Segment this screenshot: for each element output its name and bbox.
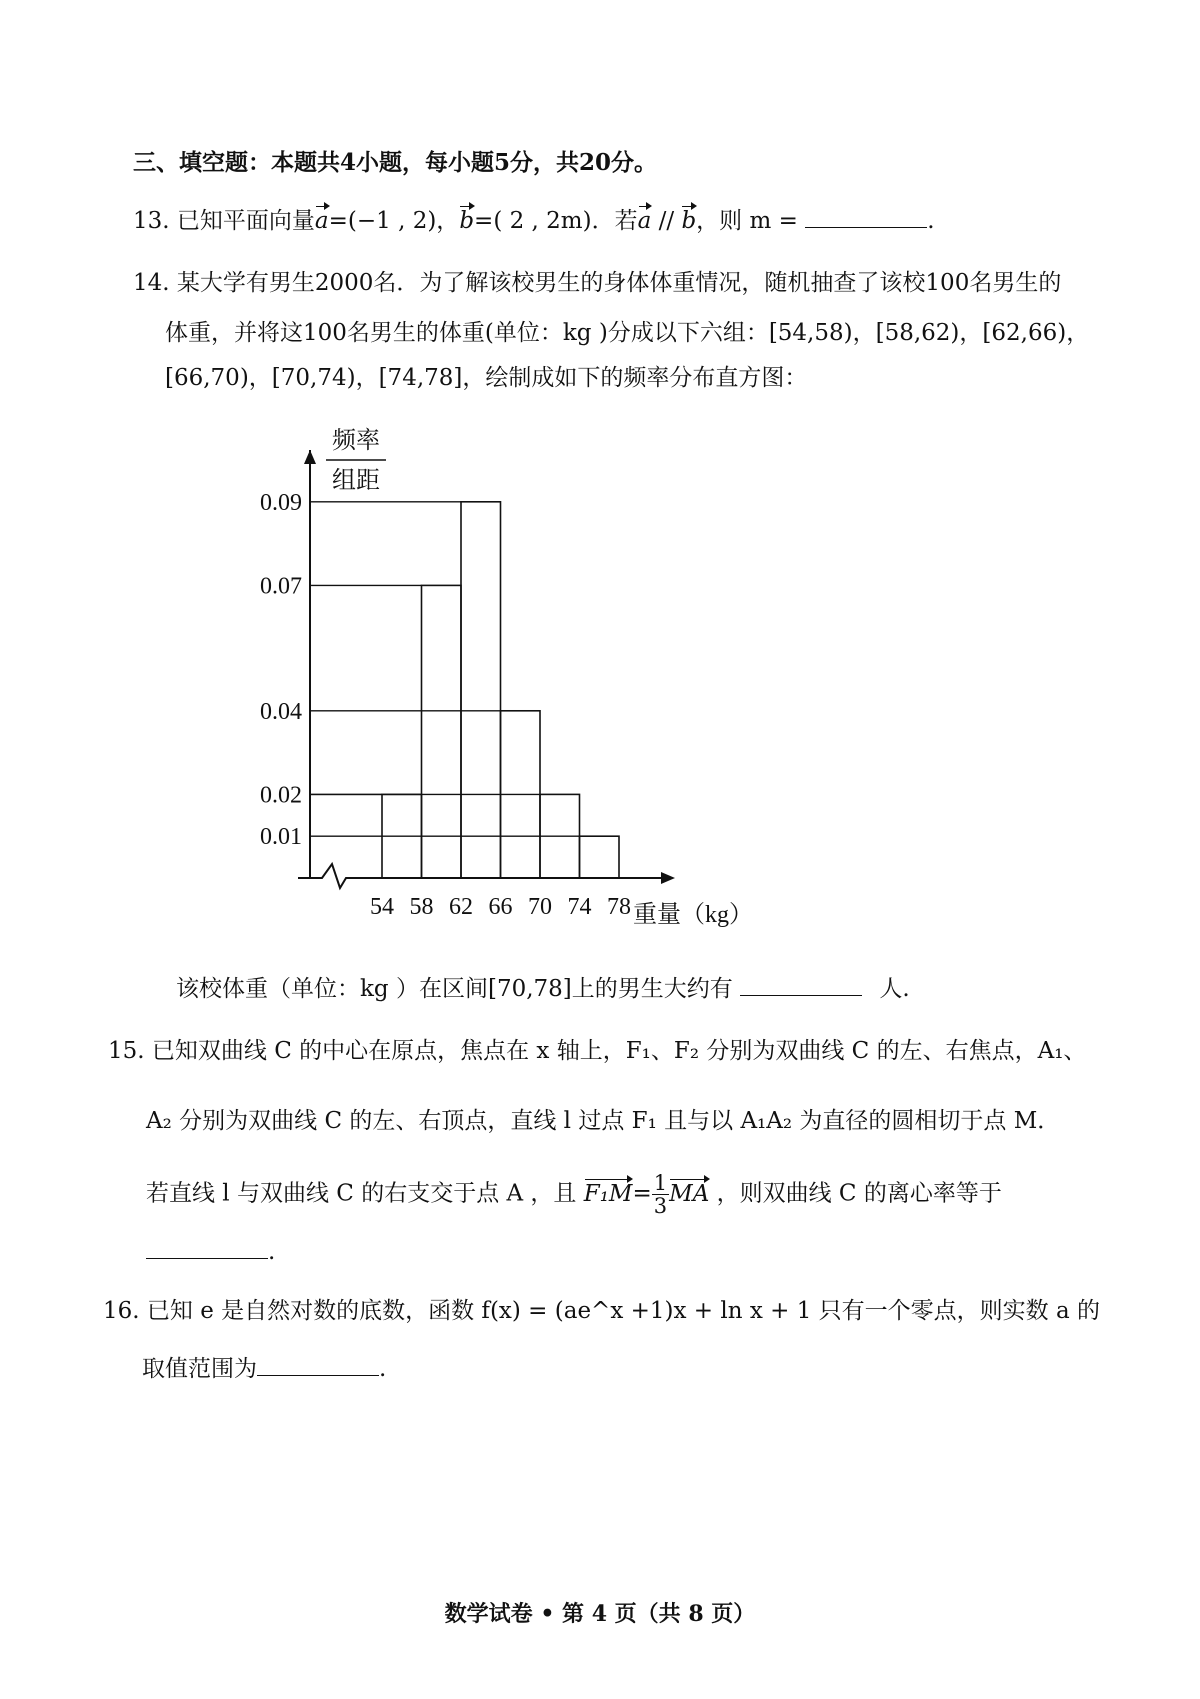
question-number: 13. [133,208,170,234]
question-text: 已知 e 是自然对数的底数，函数 f(x) = (ae^x +1)x + ln x + 1 只有一个零点，则实数 a 的 [146,1298,1100,1324]
answer-blank[interactable] [740,973,862,996]
x-tick-label: 58 [409,894,434,920]
question-14-line-2: 体重，并将这100名男生的体重(单位：kg )分成以下六组：[54,58)，[58,62)，[62,66)， [165,320,1090,346]
period: . [927,208,935,234]
vector-a: a [637,208,652,234]
x-tick-label: 62 [449,894,473,920]
question-number: 15. [108,1038,145,1064]
question-15-line-2: A₂ 分别为双曲线 C 的左、右顶点，直线 l 过点 F₁ 且与以 A₁A₂ 为直径的圆相切于点 M． [146,1108,1061,1134]
question-15-line-3 [146,1172,1002,1217]
vector-b-value: =( 2 , 2m)．若 [474,208,638,234]
unit-text: 人. [879,976,910,1002]
question-13 [133,205,935,236]
question-15-blank-line [146,1236,275,1267]
frequency-histogram [230,420,790,930]
histogram-bar [580,836,620,878]
y-axis-arrow [304,450,316,464]
fraction-one-third [652,1172,669,1217]
answer-blank[interactable] [805,205,927,228]
vector-a: a [314,208,329,234]
x-tick-label: 74 [567,894,592,920]
question-14-blank-line [176,973,910,1004]
question-number: 16. [103,1298,140,1324]
question-text: 取值范围为 [142,1356,257,1382]
question-16-line-1 [103,1296,1100,1326]
fraction-numerator: 1 [653,1171,668,1195]
answer-blank[interactable] [257,1353,379,1376]
question-text: 已知双曲线 C 的中心在原点，焦点在 x 轴上，F₁、F₂ 分别为双曲线 C 的左、右焦点，A₁、 [151,1038,1087,1064]
x-axis-label: 重量（kg） [633,902,753,928]
x-tick-label: 66 [488,894,513,920]
y-tick-label: 0.01 [260,824,302,851]
question-text: 某大学有男生2000名．为了解该校男生的身体体重情况，随机抽查了该校100名男生的 [176,270,1062,296]
question-text: 该校体重（单位：kg ）在区间[70,78]上的男生大约有 [176,976,733,1002]
question-16-line-2 [142,1353,386,1384]
vector-ma: MA [669,1180,710,1207]
question-14-line-3: [66,70)，[70,74)，[74,78]，绘制成如下的频率分布直方图： [165,365,808,391]
vector-f1m: F₁M [583,1180,633,1207]
y-tick-label: 0.07 [260,573,302,600]
y-tick-label: 0.04 [260,698,302,725]
period: . [379,1356,387,1382]
question-text: ，则 m = [696,208,798,234]
vector-a-value: =(−1 , 2)， [328,208,460,234]
fraction-denominator: 3 [653,1194,668,1218]
question-number: 14. [133,270,170,296]
page-footer: 数学试卷 • 第 4 页（共 8 页） [444,1601,756,1627]
question-text: 已知平面向量 [176,208,315,234]
histogram-bar [422,585,462,878]
y-axis-label-numerator: 频率 [332,428,380,454]
parallel-symbol: // [651,208,682,234]
x-axis [298,864,661,888]
answer-blank[interactable] [146,1236,268,1259]
y-tick-label: 0.09 [260,489,302,516]
period: . [268,1239,276,1265]
x-tick-label: 54 [370,894,394,920]
section-heading: 三、填空题：本题共4小题，每小题5分，共20分。 [133,149,658,176]
question-14-line-1 [133,268,1061,298]
y-axis-label-denominator: 组距 [332,468,380,494]
vector-b: b [681,208,697,234]
equals-sign: = [632,1180,652,1207]
x-tick-label: 70 [528,894,552,920]
y-tick-label: 0.02 [260,782,302,809]
histogram-bar [461,502,501,878]
vector-b: b [459,208,475,234]
question-15-line-1 [108,1036,1086,1066]
x-axis-arrow [661,872,675,884]
question-text: 若直线 l 与双曲线 C 的右支交于点 A ，且 [146,1180,577,1207]
x-tick-label: 78 [607,894,631,920]
question-text: ，则双曲线 C 的离心率等于 [716,1180,1002,1207]
